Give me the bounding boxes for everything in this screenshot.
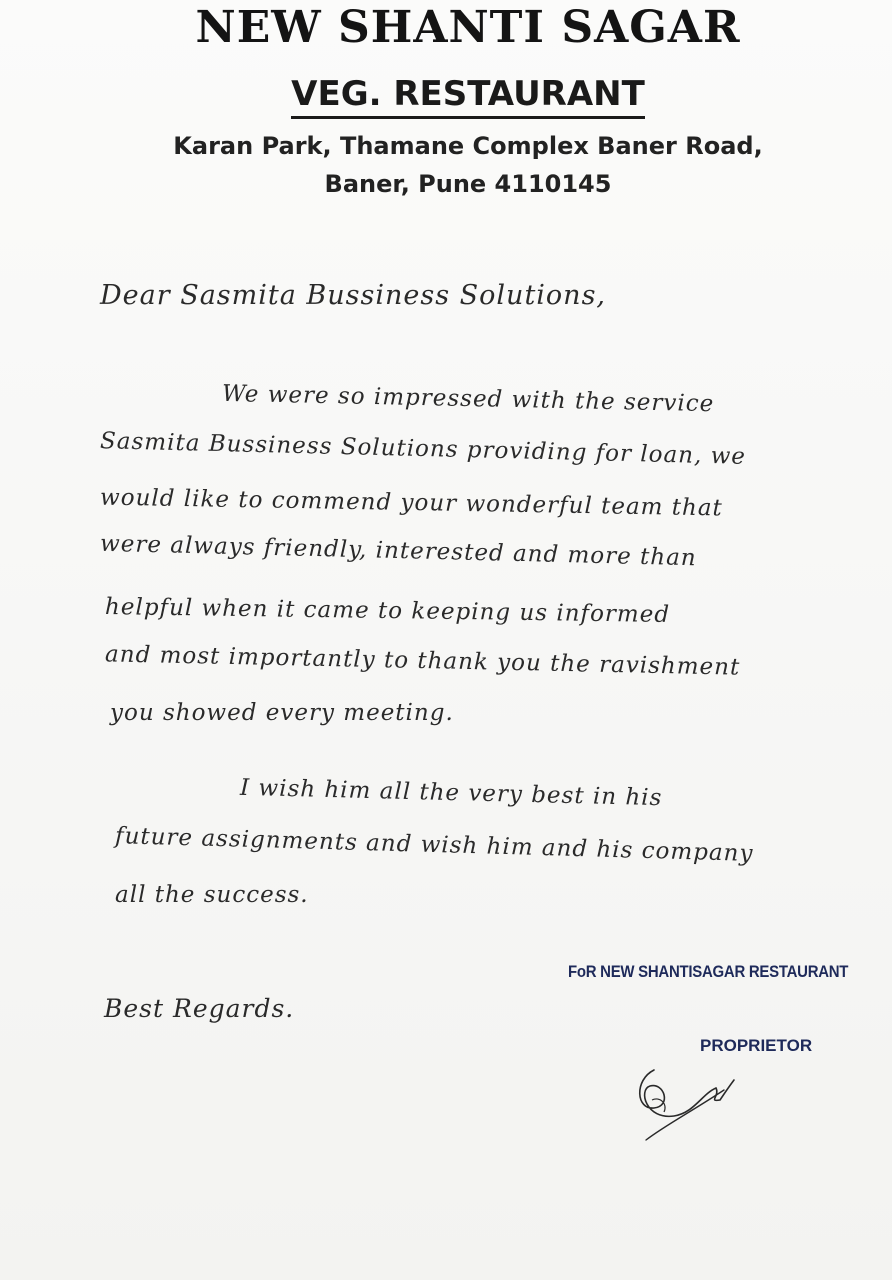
body-line: We were so impressed with the service xyxy=(221,380,715,418)
closing: Best Regards. xyxy=(104,994,295,1023)
body-line: and most importantly to thank you the ravishment xyxy=(104,641,741,681)
salutation: Dear Sasmita Bussiness Solutions, xyxy=(100,280,607,311)
signature-icon xyxy=(624,1030,744,1150)
stamp-proprietor: PROPRIETOR xyxy=(700,1036,813,1055)
body-line: I wish him all the very best in his xyxy=(239,774,663,812)
body-line: helpful when it came to keeping us informed xyxy=(104,594,671,628)
body-line: you showed every meeting. xyxy=(110,700,454,726)
restaurant-type-text: VEG. RESTAURANT xyxy=(291,74,645,119)
body-line: future assignments and wish him and his company xyxy=(114,823,754,867)
address-line-2: Baner, Pune 4110145 xyxy=(324,170,612,198)
restaurant-name: NEW SHANTI SAGAR xyxy=(195,2,741,53)
body-line: all the success. xyxy=(115,882,309,908)
stamp-restaurant: FoR NEW SHANTISAGAR RESTAURANT xyxy=(568,962,849,981)
body-line: would like to commend your wonderful team that xyxy=(99,484,724,522)
body-line: Sasmita Bussiness Solutions providing for loan, we xyxy=(99,428,747,470)
address-line-1: Karan Park, Thamane Complex Baner Road, xyxy=(173,132,763,160)
restaurant-type xyxy=(0,74,892,114)
body-line: were always friendly, interested and more than xyxy=(99,530,697,572)
